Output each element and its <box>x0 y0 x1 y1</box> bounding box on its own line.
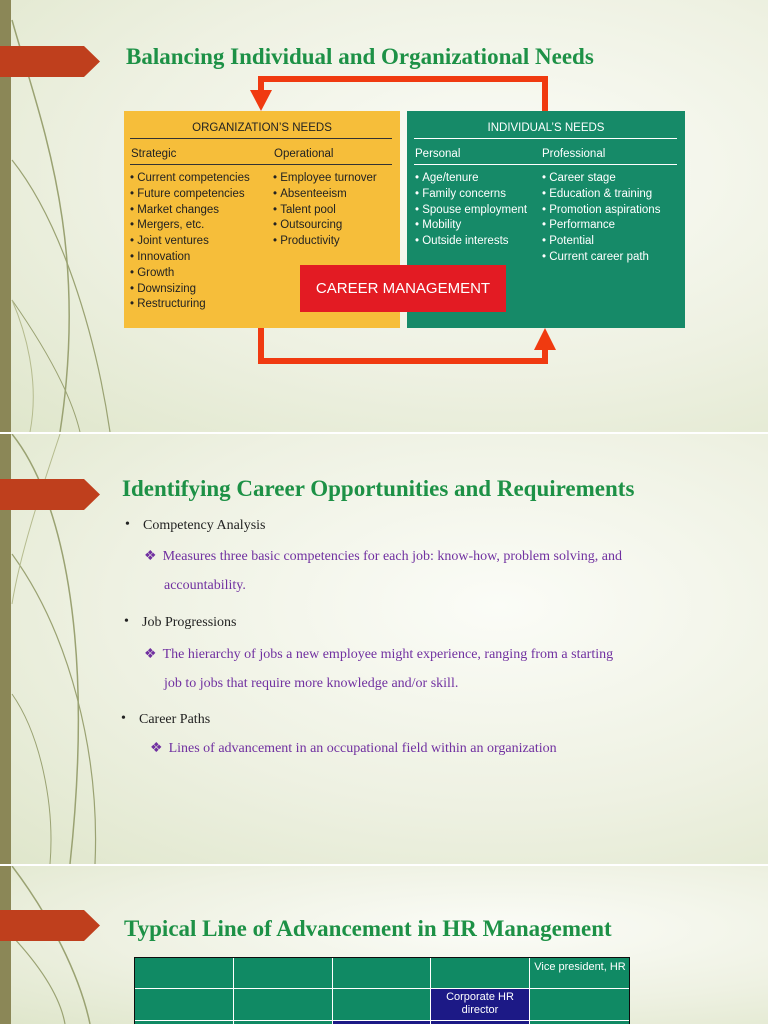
list-item: • Mergers, etc. <box>130 218 250 234</box>
sub-bullet-line: accountability. <box>164 578 246 593</box>
list-item: • Downsizing <box>130 282 250 298</box>
diamond-bullet-icon: ❖ <box>144 549 157 564</box>
career-management-box: CAREER MANAGEMENT <box>300 265 506 312</box>
list-item: • Outsourcing <box>273 218 377 234</box>
sub-bullet-line: ❖ The hierarchy of jobs a new employee might experience, ranging from a starting <box>144 647 614 662</box>
header-divider <box>130 138 392 139</box>
sub-bullet-line: ❖ Lines of advancement in an occupational field within an organization <box>150 741 557 756</box>
list-item: • Promotion aspirations <box>542 203 660 219</box>
list-item: • Potential <box>542 234 660 250</box>
sub-bullet-line: job to jobs that require more knowledge and/or skill. <box>164 676 459 691</box>
operational-label: Operational <box>274 148 334 160</box>
title-marker-tab <box>0 479 100 510</box>
list-item: • Family concerns <box>415 187 527 203</box>
list-item: • Education & training <box>542 187 660 203</box>
row-divider <box>135 988 629 989</box>
header-divider <box>414 138 677 139</box>
sub-bullet <box>144 542 704 600</box>
slide-balancing-needs <box>0 0 768 432</box>
list-item: • Absenteeism <box>273 187 377 203</box>
bullet-text: Job Progressions <box>142 615 237 630</box>
operational-list <box>273 171 377 250</box>
slide-line-of-advancement <box>0 866 768 1024</box>
vice-president-hr-label: Vice president, HR <box>534 961 626 973</box>
sub-bullet <box>144 640 704 698</box>
subheader-divider <box>414 164 677 165</box>
strategic-list <box>130 171 250 313</box>
decorative-curves <box>0 866 130 1024</box>
bullet-dot: • <box>121 711 126 726</box>
slide-title: Identifying Career Opportunities and Requirements <box>122 476 635 501</box>
list-item: • Current competencies <box>130 171 250 187</box>
slide-title: Typical Line of Advancement in HR Management <box>124 916 612 941</box>
column-divider <box>332 958 333 1024</box>
list-item: • Restructuring <box>130 297 250 313</box>
advancement-table <box>134 957 630 1024</box>
personal-list <box>415 171 527 250</box>
list-item: • Current career path <box>542 250 660 266</box>
professional-label: Professional <box>542 148 606 160</box>
list-item: • Productivity <box>273 234 377 250</box>
list-item: • Future competencies <box>130 187 250 203</box>
bullet-job-progressions <box>124 614 237 631</box>
list-item: • Joint ventures <box>130 234 250 250</box>
bullet-career-paths <box>121 711 211 728</box>
list-item: • Growth <box>130 266 250 282</box>
professional-list <box>542 171 660 266</box>
list-item: • Innovation <box>130 250 250 266</box>
sub-bullet <box>150 734 710 763</box>
slide-career-opportunities <box>0 434 768 864</box>
organization-needs-header: ORGANIZATION’S NEEDS <box>192 122 332 134</box>
subheader-divider <box>130 164 392 165</box>
individual-needs-header: INDIVIDUAL’S NEEDS <box>487 122 605 134</box>
corporate-hr-director-label: Corporate HR director <box>446 991 514 1016</box>
diamond-bullet-icon: ❖ <box>150 741 163 756</box>
list-item: • Talent pool <box>273 203 377 219</box>
column-divider <box>233 958 234 1024</box>
list-item: • Performance <box>542 218 660 234</box>
personal-label: Personal <box>415 148 461 160</box>
bullet-text: Competency Analysis <box>143 518 266 533</box>
sub-bullet-line: ❖ Measures three basic competencies for each job: know-how, problem solving, and <box>144 549 622 564</box>
list-item: • Market changes <box>130 203 250 219</box>
list-item: • Mobility <box>415 218 527 234</box>
diamond-bullet-icon: ❖ <box>144 647 157 662</box>
left-accent-bar <box>0 866 11 1024</box>
strategic-label: Strategic <box>131 148 177 160</box>
bullet-text: Career Paths <box>139 712 211 727</box>
list-item: • Spouse employment <box>415 203 527 219</box>
list-item: • Career stage <box>542 171 660 187</box>
title-marker-tab <box>0 910 100 941</box>
bullet-dot: • <box>124 614 129 629</box>
slide-title: Balancing Individual and Organizational Needs <box>126 44 594 69</box>
bullet-dot: • <box>125 517 130 532</box>
list-item: • Outside interests <box>415 234 527 250</box>
bullet-competency-analysis <box>125 517 266 534</box>
list-item: • Age/tenure <box>415 171 527 187</box>
list-item: • Employee turnover <box>273 171 377 187</box>
